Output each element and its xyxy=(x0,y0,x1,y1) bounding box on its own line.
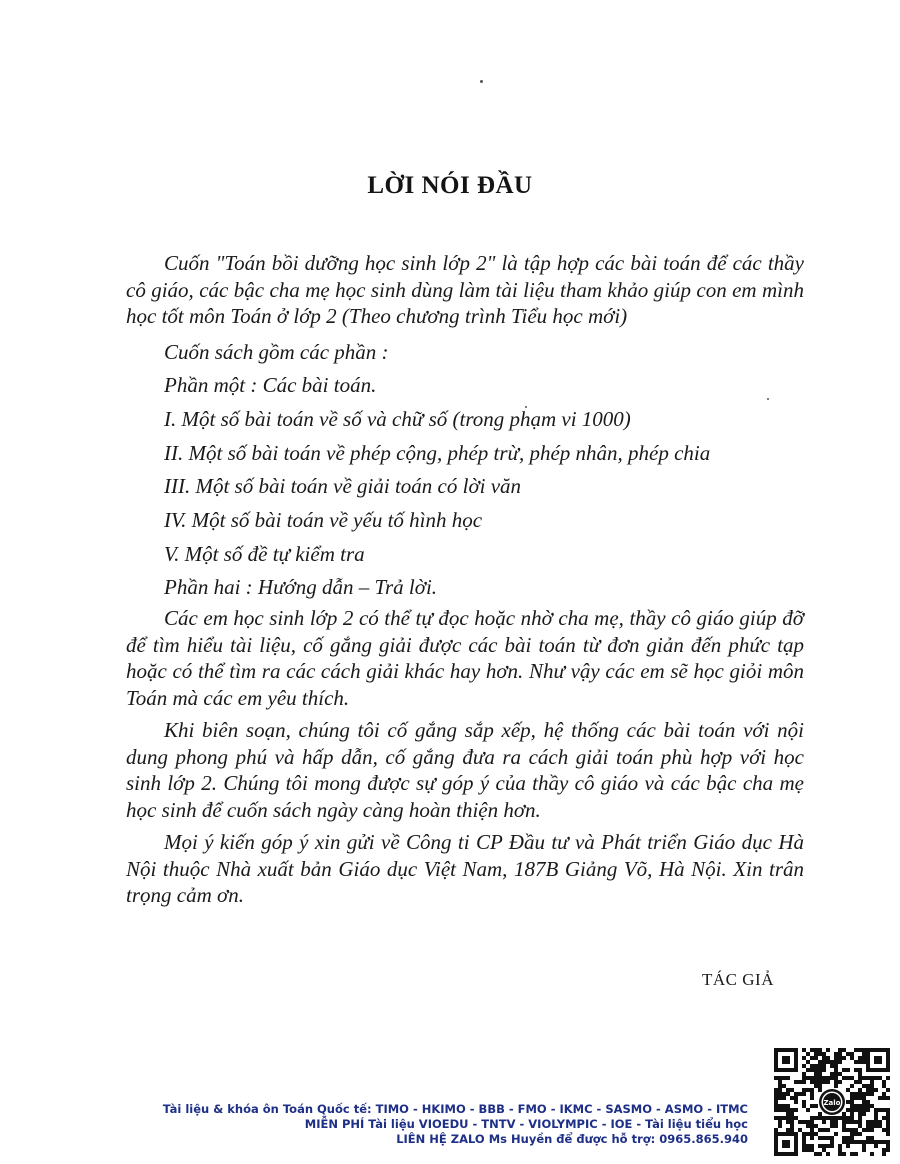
scan-speck xyxy=(480,80,483,83)
zalo-logo-label: Zalo xyxy=(823,1099,841,1107)
contents-list xyxy=(126,336,804,606)
footer-line: MIỄN PHÍ Tài liệu VIOEDU - TNTV - VIOLYMPIC - IOE - Tài liệu tiểu học xyxy=(304,1117,748,1131)
qr-code-icon[interactable] xyxy=(772,1046,892,1158)
contents-item: Cuốn sách gồm các phần : xyxy=(164,339,389,364)
contents-item: I. Một số bài toán về số và chữ số (trong phạm vi 1000) xyxy=(164,406,631,431)
body-paragraph: Các em học sinh lớp 2 có thể tự đọc hoặc nhờ cha mẹ, thầy cô giáo giúp đỡ để tìm hiểu tài liệu, cố gắng giải được các bài toán từ đơn giản đến phức tạp hoặc có thể tìm ra các cách giải khác hay hơn. Như vậy các em sẽ học giỏi môn Toán mà các em yêu thích. xyxy=(126,606,804,710)
contents-item: Phần hai : Hướng dẫn – Trả lời. xyxy=(164,575,438,600)
preface-body xyxy=(126,250,804,915)
promo-footer xyxy=(163,1102,748,1147)
page-title: LỜI NÓI ĐẦU xyxy=(367,172,533,199)
author-signature: TÁC GIẢ xyxy=(702,970,774,989)
contents-item: IV. Một số bài toán về yếu tố hình học xyxy=(164,508,483,533)
contents-item: V. Một số đề tự kiểm tra xyxy=(164,541,365,566)
contents-item: III. Một số bài toán về giải toán có lời văn xyxy=(164,474,522,499)
footer-line: LIÊN HỆ ZALO Ms Huyền để được hỗ trợ: 0965.865.940 xyxy=(396,1132,748,1146)
body-paragraph: Khi biên soạn, chúng tôi cố gắng sắp xếp, hệ thống các bài toán với nội dung phong phú và hấp dẫn, cố gắng đưa ra cách giải toán phù hợp với học sinh lớp 2. Chúng tôi mong được sự góp ý của thầy cô giáo và các bậc cha mẹ học sinh để cuốn sách ngày càng hoàn thiện hơn. xyxy=(126,718,804,822)
intro-paragraph: Cuốn "Toán bồi dưỡng học sinh lớp 2" là tập hợp các bài toán để các thầy cô giáo, các bậc cha mẹ học sinh dùng làm tài liệu tham khảo giúp con em mình học tốt môn Toán ở lớp 2 (Theo chương trình Tiểu học mới) xyxy=(126,251,804,328)
contents-item: Phần một : Các bài toán. xyxy=(164,373,377,398)
body-paragraph: Mọi ý kiến góp ý xin gửi về Công ti CP Đầu tư và Phát triển Giáo dục Hà Nội thuộc Nhà xuất bản Giáo dục Việt Nam, 187B Giảng Võ, Hà Nội. Xin trân trọng cảm ơn. xyxy=(126,830,804,908)
contents-item: II. Một số bài toán về phép cộng, phép trừ, phép nhân, phép chia xyxy=(164,440,711,465)
footer-line: Tài liệu & khóa ôn Toán Quốc tế: TIMO - HKIMO - BBB - FMO - IKMC - SASMO - ASMO - ITMC xyxy=(162,1102,748,1116)
